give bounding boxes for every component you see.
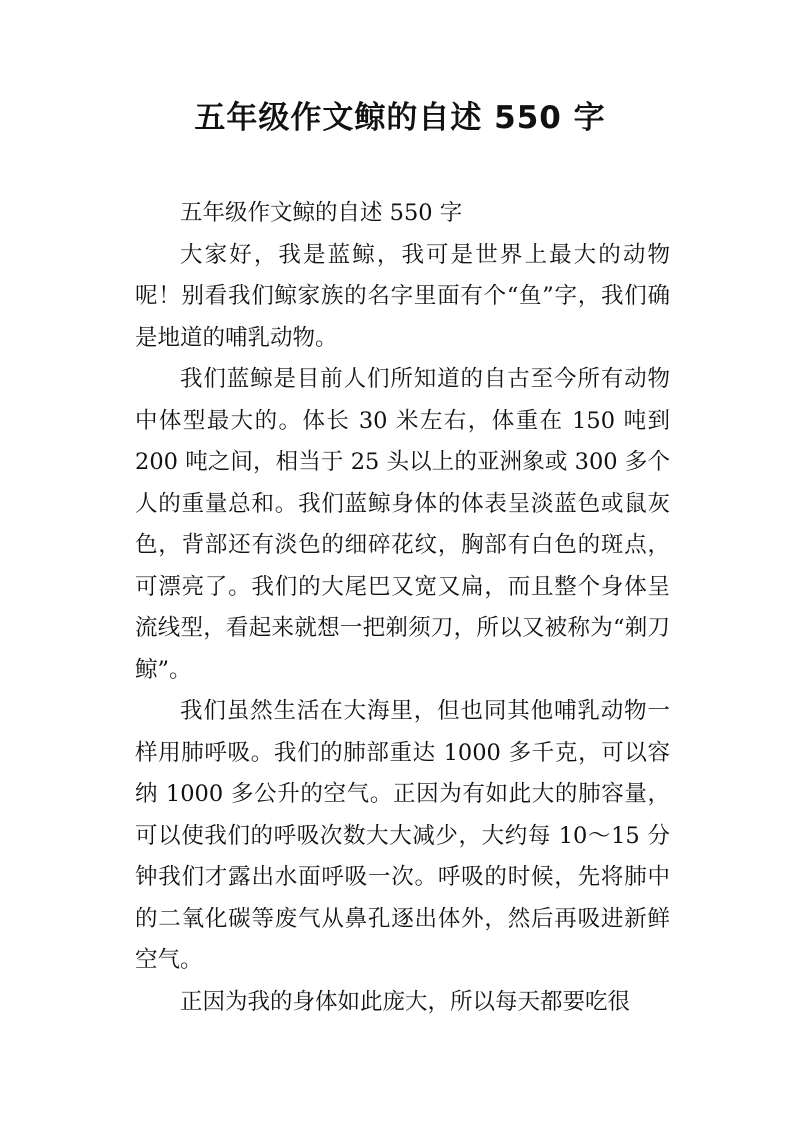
paragraph-subtitle: 五年级作文鲸的自述 550 字 [180, 200, 463, 226]
paragraph-size-description: 我们蓝鲸是目前人们所知道的自古至今所有动物中体型最大的。体长 30 米左右，体重在 150 吨到 200 吨之间，相当于 25 头以上的亚洲象或 300 多个人的重量总和。我们蓝鲸身体的体表呈淡蓝色或鼠灰色，背部还有淡色的细碎花纹，胸部有白色的斑点，可漂亮了。我们的大尾巴又宽又扁，而且整个身体呈流线型，看起来就想一把剃须刀，所以又被称为“剃刀鲸”。 [135, 366, 670, 683]
document-title: 五年级作文鲸的自述 550 字 [194, 100, 606, 136]
document-body [135, 193, 670, 1023]
paragraph-feeding: 正因为我的身体如此庞大，所以每天都要吃很 [180, 988, 631, 1015]
paragraph-intro: 大家好，我是蓝鲸，我可是世界上最大的动物呢！别看我们鲸家族的名字里面有个“鱼”字，我们确是地道的哺乳动物。 [135, 241, 670, 351]
paragraph-breathing: 我们虽然生活在大海里，但也同其他哺乳动物一样用肺呼吸。我们的肺部重达 1000 多千克，可以容纳 1000 多公升的空气。正因为有如此大的肺容量，可以使我们的呼吸次数大大减少，大约每 10～15 分钟我们才露出水面呼吸一次。呼吸的时候，先将肺中的二氧化碳等废气从鼻孔逐出体外，然后再吸进新鲜空气。 [135, 698, 670, 973]
